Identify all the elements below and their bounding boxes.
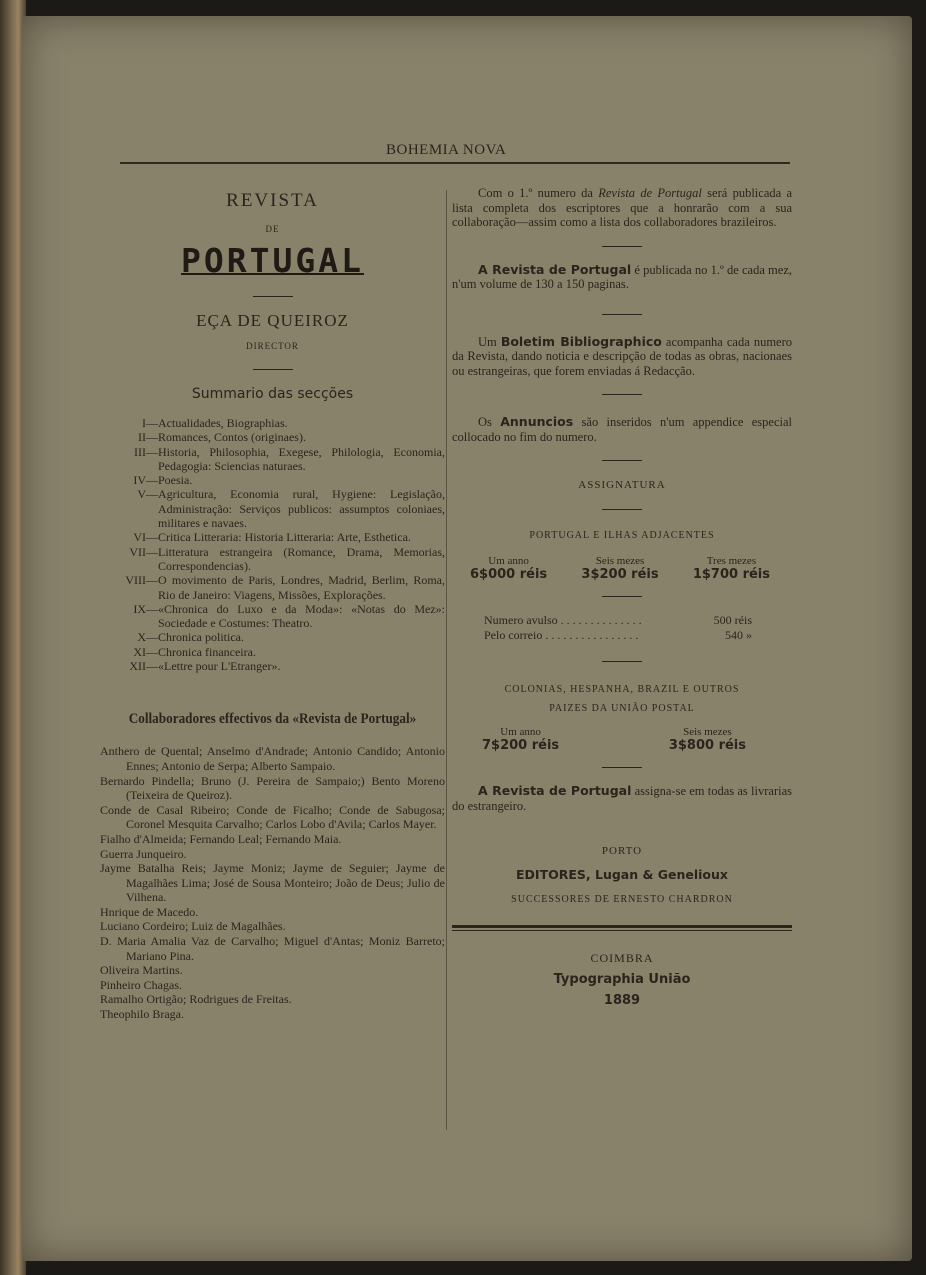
list-item: XI— Chronica financeira. (133, 644, 256, 659)
paragraph-estrangeiro: A Revista de Portugal assigna-se em todas as livrarias do estrangeiro. (452, 783, 793, 813)
list-item: Ramalho Ortigão; Rodrigues de Freitas. (100, 992, 292, 1007)
price-cell: Seis mezes 3$800 réis (668, 726, 746, 753)
list-item: IX— «Chronica do Luxo e da Moda»: «Notas do Mez»: Sociedade e Costumes: Theatro. (133, 601, 445, 631)
left-column (100, 186, 445, 1022)
list-item: Jayme Batalha Reis; Jayme Moniz; Jayme de Seguier; Jayme de Magalhães Lima; José de Sousa Monteiro; João de Deus; Julio de Vilhena. (100, 861, 445, 905)
divider (602, 394, 642, 395)
region-portugal: PORTUGAL E ILHAS ADJACENTES (529, 530, 715, 541)
paragraph-lista: Com o 1.º numero da Revista de Portugal será publicada a lista completa dos escriptores que a honrarão com a sua collaboração—assim como a lista dos collaboradores brazileiros. (452, 186, 793, 229)
list-item: Bernardo Pindella; Bruno (J. Pereira de Sampaio;) Bento Moreno (Teixeira de Queiroz). (100, 773, 445, 803)
list-item: Anthero de Quental; Anselmo d'Andrade; Antonio Candido; Antonio Ennes; Antonio de Serpa; Alberto Sampaio. (100, 744, 445, 773)
list-item: Luciano Cordeiro; Luiz de Magalhães. (100, 919, 286, 934)
list-item: D. Maria Amalia Vaz de Carvalho; Miguel d'Antas; Moniz Barreto; Mariano Pina. (100, 934, 445, 963)
collaborators-list (100, 744, 445, 1021)
director-label: DIRECTOR (246, 341, 299, 351)
paragraph-annuncios: Os Annuncios são inseridos n'um appendice especial collocado no fim do numero. (452, 414, 792, 444)
masthead-de: DE (265, 224, 280, 234)
year: 1889 (603, 993, 641, 1008)
price-row-portugal (452, 555, 792, 582)
divider (253, 369, 293, 370)
director-name: EÇA DE QUEIROZ (196, 311, 349, 330)
masthead-portugal: PORTUGAL (181, 241, 364, 280)
price-cell: Seis mezes 3$200 réis (581, 555, 659, 582)
imprint-rule-thin (452, 930, 792, 931)
region-colonias-2: PAIZES DA UNIÃO POSTAL (549, 703, 695, 714)
avulso-list (452, 613, 792, 643)
list-item: VIII— O movimento de Paris, Londres, Madrid, Berlim, Roma, Rio de Janeiro: Viagens, Missões, Explorações. (125, 573, 445, 602)
coimbra: COIMBRA (590, 951, 654, 965)
divider (602, 661, 642, 662)
list-item: Numero avulso . . . . . . . . . . . . . . 500 réis (484, 613, 752, 627)
list-item: III— Historia, Philosophia, Exegese, Philologia, Economia, Pedagogia: Sciencias naturaes. (134, 444, 445, 473)
divider (602, 246, 642, 247)
divider (602, 509, 642, 510)
price-row-colonias (452, 726, 792, 753)
paragraph-boletim: Um Boletim Bibliographico acompanha cada numero da Revista, dando noticia e descripção de todas as obras, nacionaes ou estrangeiras, que forem enviadas á Redacção. (452, 333, 793, 378)
porto: PORTO (601, 845, 643, 857)
list-item: XII— «Lettre pour L'Etranger». (129, 659, 281, 674)
list-item: VII— Litteratura estrangeira (Romance, Drama, Memorias, Correspondencias). (129, 544, 445, 573)
list-item: Guerra Junqueiro. (100, 846, 187, 861)
price-cell: Um anno 7$200 réis (482, 726, 560, 753)
sections-list (100, 416, 445, 673)
editores: EDITORES, Lugan & Genelioux (516, 867, 728, 882)
price-cell: Um anno 6$000 réis (470, 555, 548, 582)
price-cell: Tres mezes 1$700 réis (692, 555, 770, 582)
paragraph-publicacao: A Revista de Portugal é publicada no 1.º de cada mez, n'um volume de 130 a 150 paginas. (452, 261, 793, 291)
assignatura-heading: ASSIGNATURA (578, 479, 666, 491)
list-item: IV— Poesia. (133, 473, 193, 488)
successores: SUCCESSORES DE ERNESTO CHARDRON (511, 894, 733, 905)
divider (602, 596, 642, 597)
collaborators-title: Collaboradores effectivos da «Revista de Portugal» (128, 711, 417, 728)
region-colonias-1: COLONIAS, HESPANHA, BRAZIL E OUTROS (504, 684, 740, 695)
divider (602, 460, 642, 461)
list-item: Theophilo Braga. (100, 1007, 184, 1022)
list-item: I— Actualidades, Biographias. (142, 416, 288, 430)
running-title: BOHEMIA NOVA (386, 142, 507, 158)
right-column (452, 186, 792, 1008)
list-item: Pelo correio . . . . . . . . . . . . . . . . 540 » (484, 628, 752, 642)
masthead-revista: REVISTA (226, 190, 319, 211)
list-item: II— Romances, Contos (originaes). (138, 430, 306, 445)
list-item: V— Agricultura, Economia rural, Hygiene: Legislação, Administração: Serviços publicos: assumptos coloniaes, militares e navaes. (137, 487, 445, 531)
divider (253, 296, 293, 297)
list-item: Fialho d'Almeida; Fernando Leal; Fernando Maia. (100, 831, 342, 846)
header-rule (120, 162, 790, 164)
list-item: Pinheiro Chagas. (100, 977, 182, 992)
list-item: Hnrique de Macedo. (100, 904, 199, 919)
list-item: Oliveira Martins. (100, 963, 183, 978)
column-separator (446, 190, 447, 1130)
list-item: Conde de Casal Ribeiro; Conde de Ficalho; Conde de Sabugosa; Coronel Mesquita Carvalho; Carlos Lobo d'Avila; Carlos Mayer. (100, 802, 445, 832)
list-item: X— Chronica politica. (137, 630, 244, 645)
typographia: Typographia União (553, 972, 691, 987)
divider (602, 767, 642, 768)
imprint-rule (452, 925, 792, 928)
divider (602, 314, 642, 315)
summary-title: Summario das secções (191, 386, 354, 402)
list-item: VI— Critica Litteraria: Historia Litteraria: Arte, Esthetica. (133, 530, 411, 545)
